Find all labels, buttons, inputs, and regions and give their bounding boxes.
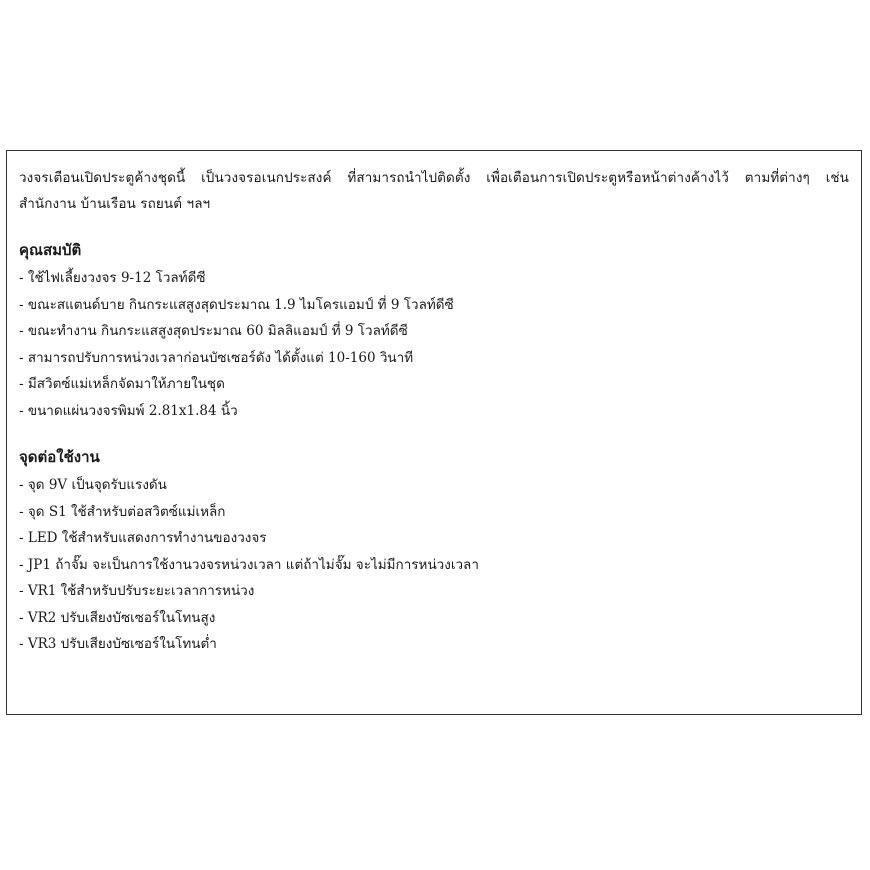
features-item: - ขณะสแตนด์บาย กินกระแสสูงสุดประมาณ 1.9 ไมโครแอมป์ ที่ 9 โวลท์ดีซี bbox=[19, 296, 454, 313]
connections-item: - JP1 ถ้าจั๊ม จะเป็นการใช้งานวงจรหน่วงเวลา แต่ถ้าไม่จั๊ม จะไม่มีการหน่วงเวลา bbox=[19, 556, 479, 573]
connections-item: - VR1 ใช้สำหรับปรับระยะเวลาการหน่วง bbox=[19, 583, 255, 599]
connections-item: - LED ใช้สำหรับแสดงการทำงานของวงจร bbox=[19, 530, 267, 546]
features-item: - ขณะทำงาน กินกระแสสูงสุดประมาณ 60 มิลลิแอมป์ ที่ 9 โวลท์ดีซี bbox=[19, 323, 408, 339]
connections-item: - จุด 9V เป็นจุดรับแรงดัน bbox=[19, 477, 167, 493]
features-item: - มีสวิตซ์แม่เหล็กจัดมาให้ภายในชุด bbox=[19, 376, 225, 392]
features-heading: คุณสมบัติ bbox=[19, 241, 82, 259]
connections-item: - VR3 ปรับเสียงบัซเซอร์ในโทนต่ำ bbox=[19, 636, 217, 652]
features-item: - ใช้ไฟเลี้ยงวงจร 9-12 โวลท์ดีซี bbox=[19, 270, 206, 286]
connections-item: - VR2 ปรับเสียงบัซเซอร์ในโทนสูง bbox=[19, 609, 216, 626]
intro-paragraph: วงจรเตือนเปิดประตูค้างชุดนี้ เป็นวงจรอเนกประสงค์ ที่สามารถนำไปติดตั้ง เพื่อเตือนการเปิดประตูหรือหน้าต่างค้างไว้ ตามที่ต่างๆ เช่น สำนักงาน บ้านเรือน รถยนต์ ฯลฯ bbox=[19, 170, 849, 212]
description-box bbox=[6, 150, 862, 715]
features-item: - ขนาดแผ่นวงจรพิมพ์ 2.81x1.84 นิ้ว bbox=[19, 402, 238, 419]
features-section bbox=[19, 239, 849, 424]
connections-section bbox=[19, 446, 849, 658]
connections-item: - จุด S1 ใช้สำหรับต่อสวิตซ์แม่เหล็ก bbox=[19, 503, 226, 520]
features-item: - สามารถปรับการหน่วงเวลาก่อนบัซเซอร์ดัง ได้ตั้งแต่ 10-160 วินาที bbox=[19, 349, 414, 366]
connections-heading: จุดต่อใช้งาน bbox=[19, 448, 100, 466]
